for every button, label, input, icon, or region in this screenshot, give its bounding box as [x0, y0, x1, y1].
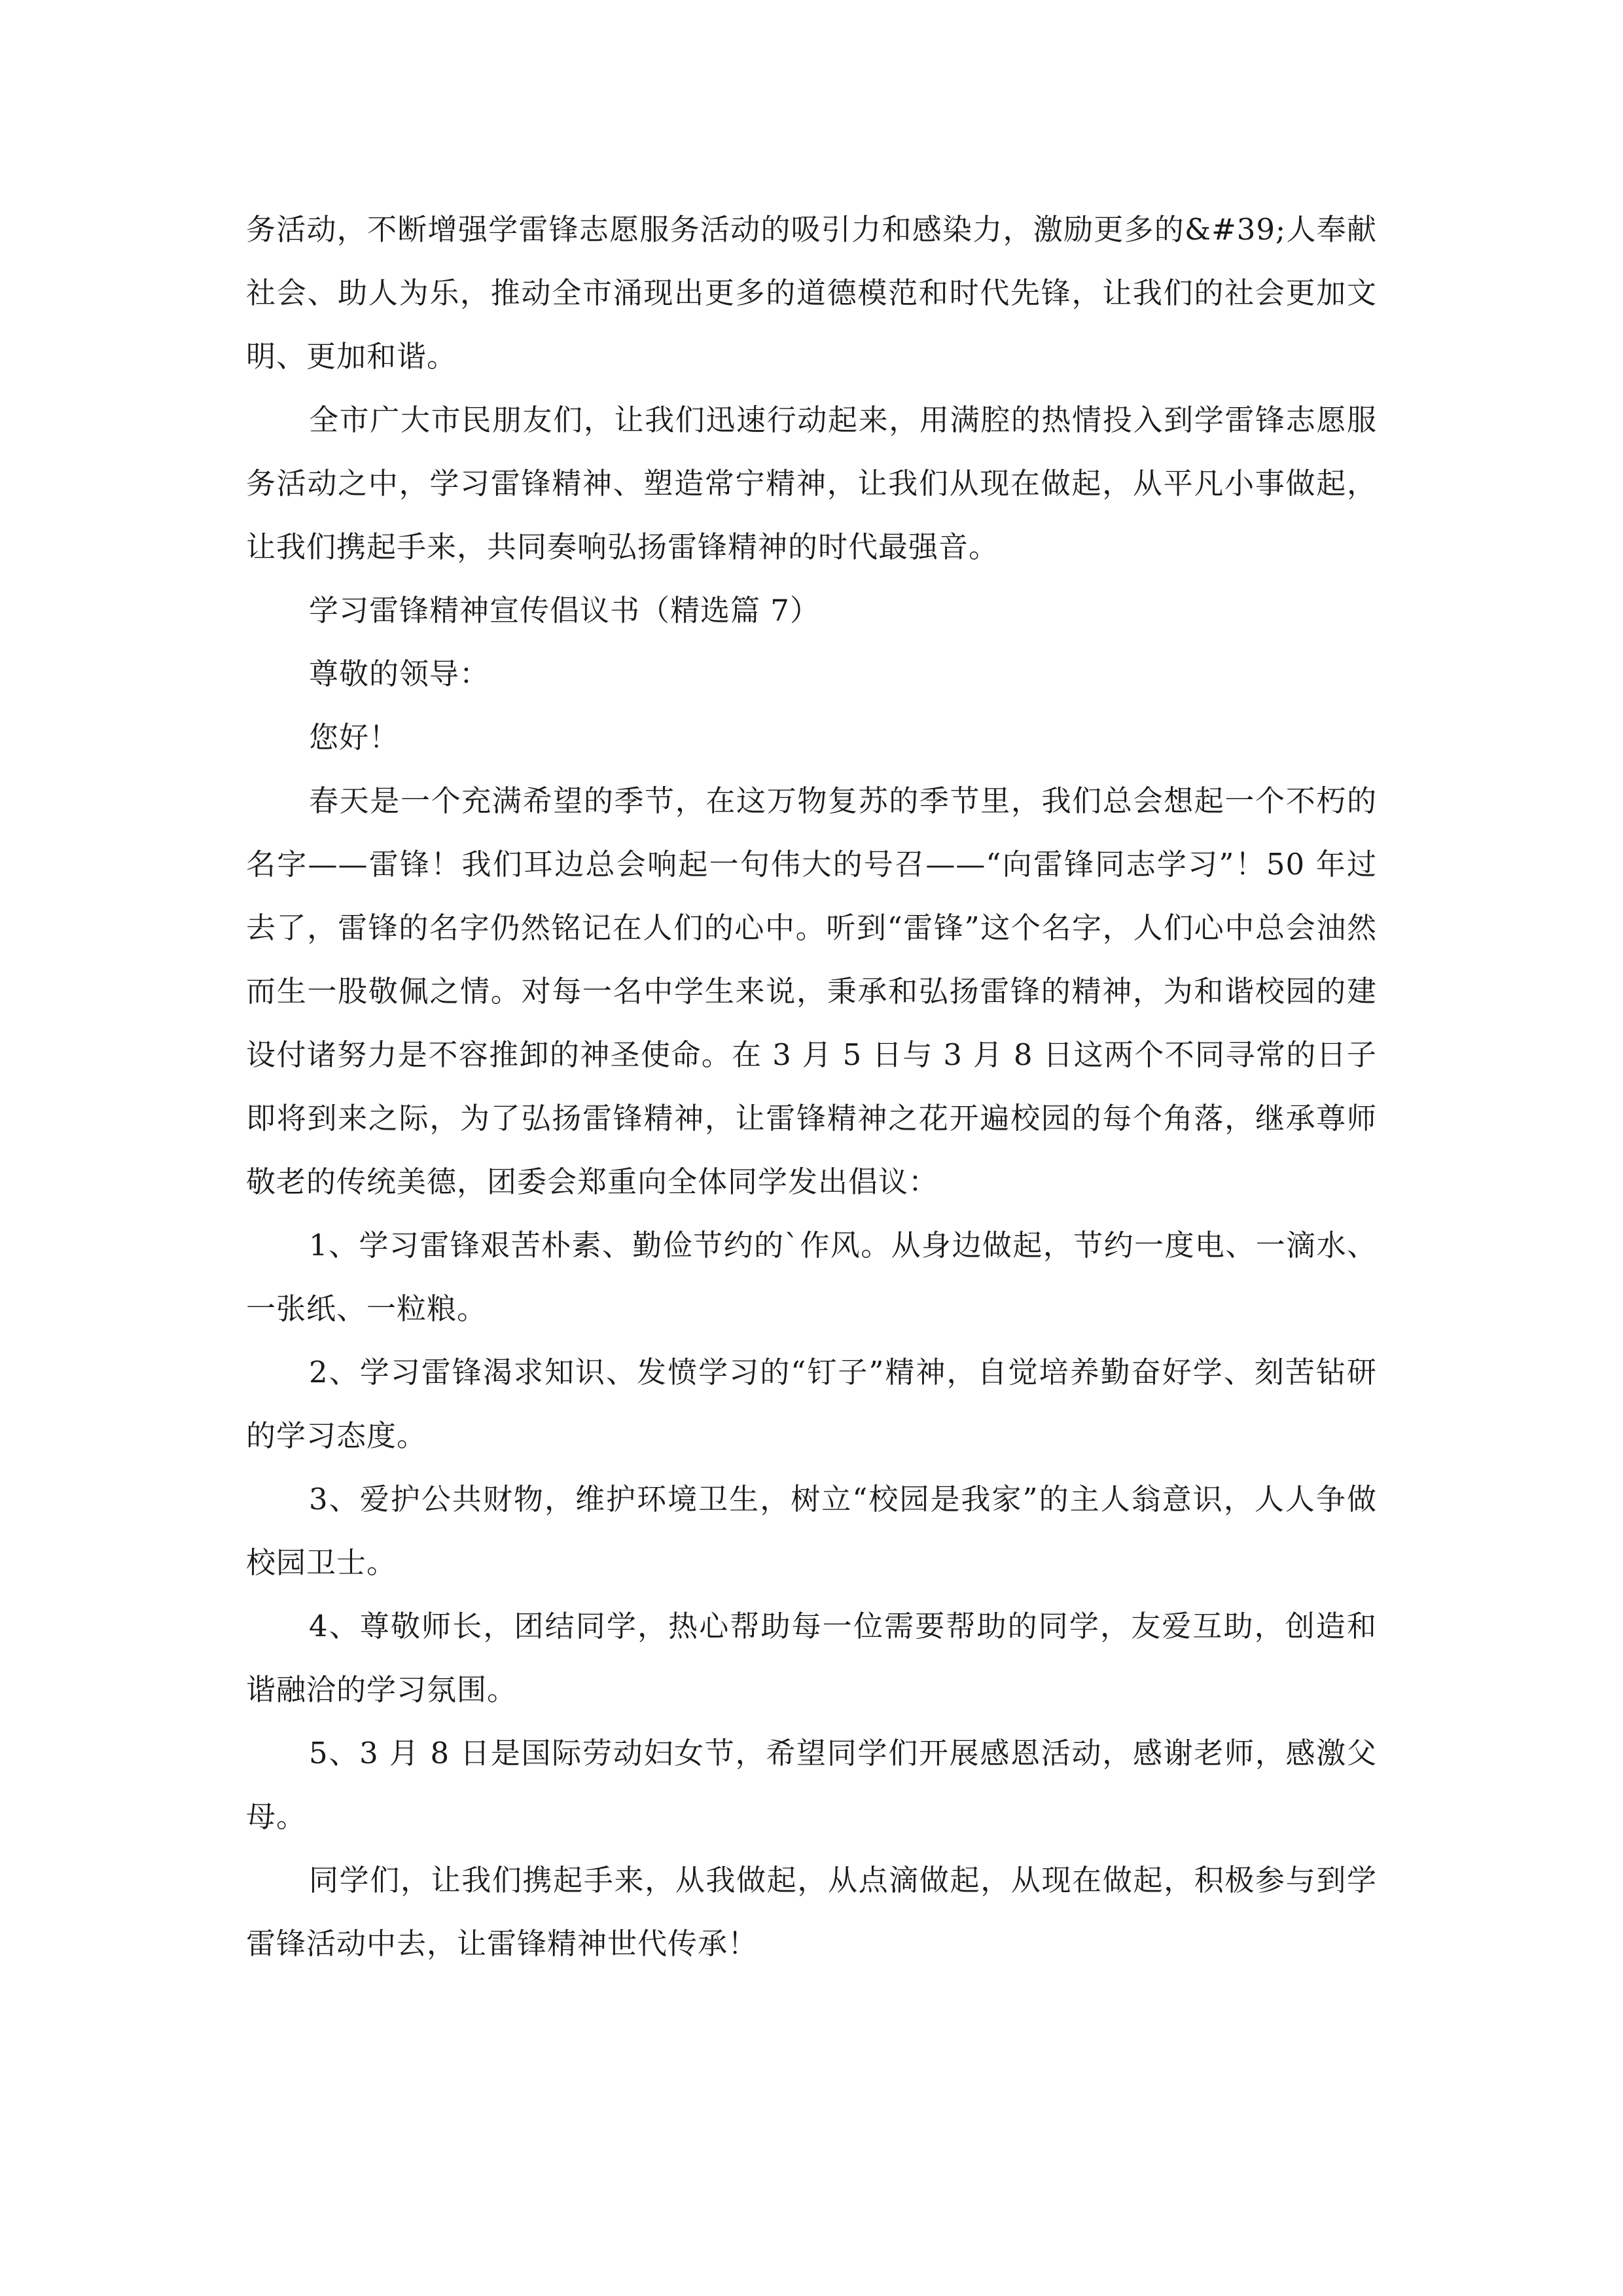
- document-body: [246, 198, 1377, 1975]
- proposal-item-4: 4、尊敬师长，团结同学，热心帮助每一位需要帮助的同学，友爱互助，创造和谐融洽的学习氛围。: [246, 1609, 1377, 1707]
- salutation: 尊敬的领导：: [309, 656, 490, 691]
- proposal-item-5: 5、3 月 8 日是国际劳动妇女节，希望同学们开展感恩活动，感谢老师，感激父母。: [246, 1736, 1377, 1834]
- paragraph-call-to-citizens: 全市广大市民朋友们，让我们迅速行动起来，用满腔的热情投入到学雷锋志愿服务活动之中，学习雷锋精神、塑造常宁精神，让我们从现在做起，从平凡小事做起，让我们携起手来，共同奏响弘扬雷锋精神的时代最强音。: [246, 403, 1377, 564]
- proposal-item-3: 3、爱护公共财物，维护环境卫生，树立“校园是我家”的主人翁意识，人人争做校园卫士。: [246, 1482, 1377, 1580]
- paragraph-closing: 同学们，让我们携起手来，从我做起，从点滴做起，从现在做起，积极参与到学雷锋活动中去，让雷锋精神世代传承！: [246, 1863, 1377, 1961]
- greeting: 您好！: [309, 720, 400, 755]
- paragraph-introduction: 春天是一个充满希望的季节，在这万物复苏的季节里，我们总会想起一个不朽的名字——雷锋！我们耳边总会响起一句伟大的号召——“向雷锋同志学习”！50 年过去了，雷锋的名字仍然铭记在人们的心中。听到“雷锋”这个名字，人们心中总会油然而生一股敬佩之情。对每一名中学生来说，秉承和弘扬雷锋的精神，为和谐校园的建设付诸努力是不容推卸的神圣使命。在 3 月 5 日与 3 月 8 日这两个不同寻常的日子即将到来之际，为了弘扬雷锋精神，让雷锋精神之花开遍校园的每个角落，继承尊师敬老的传统美德，团委会郑重向全体同学发出倡议：: [246, 783, 1377, 1199]
- section-heading: 学习雷锋精神宣传倡议书（精选篇 7）: [309, 593, 820, 628]
- paragraph-continuation: 务活动，不断增强学雷锋志愿服务活动的吸引力和感染力，激励更多的&#39;人奉献社会、助人为乐，推动全市涌现出更多的道德模范和时代先锋，让我们的社会更加文明、更加和谐。: [246, 212, 1377, 374]
- proposal-item-2: 2、学习雷锋渴求知识、发愤学习的“钉子”精神，自觉培养勤奋好学、刻苦钻研的学习态度。: [246, 1355, 1377, 1453]
- proposal-item-1: 1、学习雷锋艰苦朴素、勤俭节约的`作风。从身边做起，节约一度电、一滴水、一张纸、一粒粮。: [246, 1228, 1377, 1326]
